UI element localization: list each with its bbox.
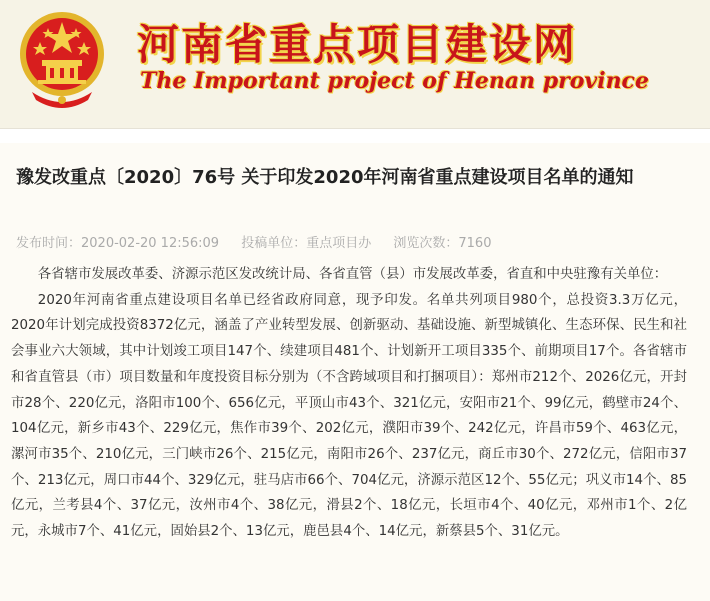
site-subtitle: The Important project of Henan province	[140, 68, 649, 94]
article-body	[11, 262, 687, 545]
article-meta	[16, 232, 676, 251]
paragraph-addressee: 各省辖市发展改革委、济源示范区发改统计局、各省直管（县）市发展改革委，省直和中央驻豫有关单位：	[37, 267, 668, 282]
article-title: 豫发改重点〔2020〕76号 关于印发2020年河南省重点建设项目名单的通知	[16, 167, 634, 188]
national-emblem-icon	[14, 8, 110, 112]
site-header	[0, 0, 710, 128]
header-divider	[0, 128, 710, 143]
submit-unit: 投稿单位：重点项目办	[241, 236, 372, 251]
view-count: 浏览次数：7160	[393, 236, 492, 251]
site-title: 河南省重点项目建设网	[137, 20, 578, 69]
paragraph-main: 2020年河南省重点建设项目名单已经省政府同意，现予印发。名单共列项目980个，总投资3.3万亿元，2020年计划完成投资8372亿元，涵盖了产业转型发展、创新驱动、基础设施、新型城镇化、生态环保、民生和社会事业六大领域，其中计划竣工项目147个、续建项目481个、计划新开工项目335个、前期项目17个。各省辖市和省直管县（市）项目数量和年度投资目标分别为（不含跨域项目和打捆项目）：郑州市212个、2026亿元，开封市28个、220亿元，洛阳市100个、656亿元，平顶山市43个、321亿元，安阳市21个、99亿元，鹤壁市24个、104亿元，新乡市43个、229亿元，焦作市39个、202亿元，濮阳市39个、242亿元，许昌市59个、463亿元，漯河市35个、210亿元，三门峡市26个、215亿元，南阳市26个、237亿元，商丘市30个、272亿元，信阳市37个、213亿元，周口市44个、329亿元，驻马店市66个、704亿元，济源示范区12个、55亿元；巩义市14个、85亿元，兰考县4个、37亿元，汝州市4个、38亿元，滑县2个、18亿元，长垣市4个、40亿元，邓州市1个、2亿元，永城市7个、41亿元，固始县2个、13亿元，鹿邑县4个、14亿元，新蔡县5个、31亿元。	[11, 292, 687, 540]
article	[0, 143, 710, 601]
publish-time: 发布时间：2020-02-20 12:56:09	[16, 236, 220, 251]
